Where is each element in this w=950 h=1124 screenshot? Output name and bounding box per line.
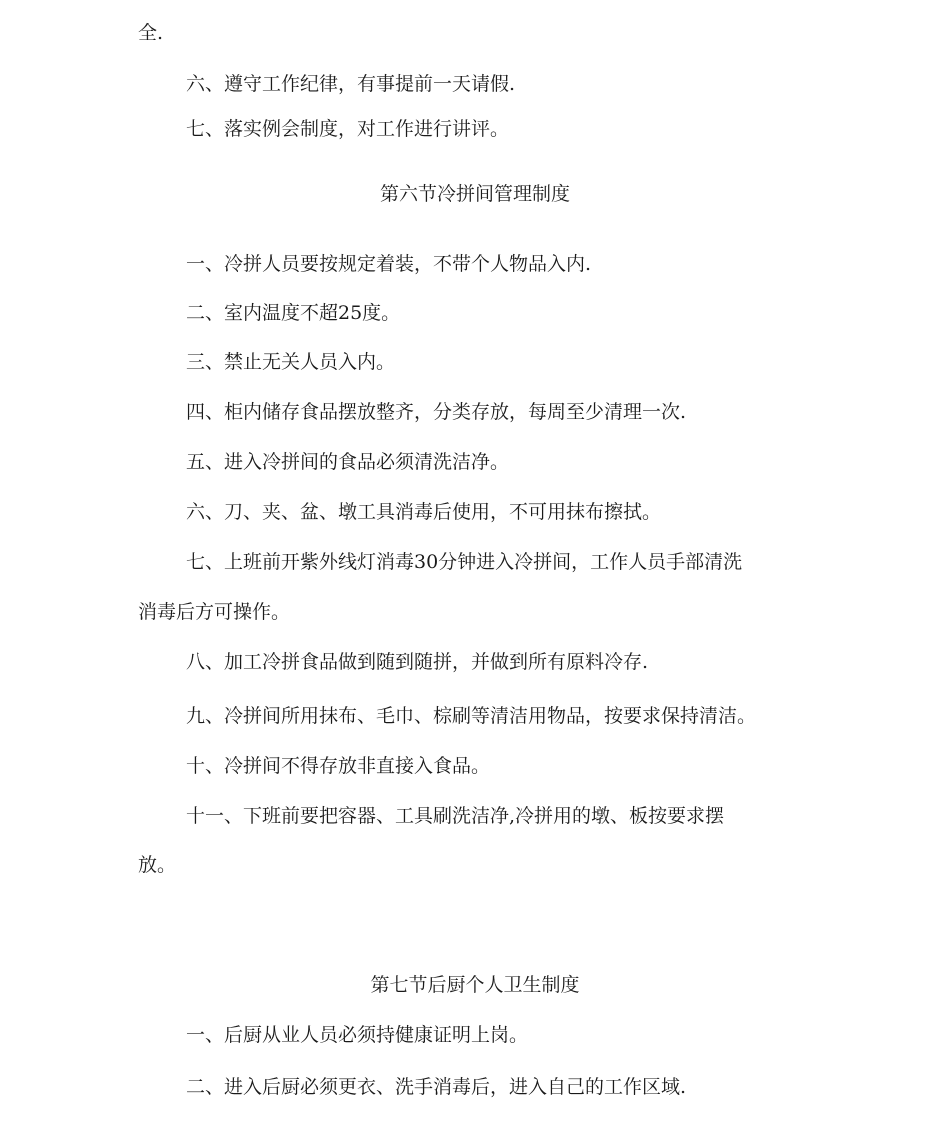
rule-item-continuation: 放。 [138,854,177,876]
rule-item: 五、进入冷拼间的食品必须清洗洁净。 [186,451,510,473]
rule-item: 八、加工冷拼食品做到随到随拼，并做到所有原料冷存. [186,651,649,673]
rule-item: 六、遵守工作纪律，有事提前一天请假. [186,73,516,95]
section-heading: 第六节冷拼间管理制度 [379,183,570,205]
rule-item: 一、后厨从业人员必须持健康证明上岗。 [186,1024,529,1046]
rule-item: 四、柜内储存食品摆放整齐，分类存放，每周至少清理一次. [186,401,687,423]
rule-item: 一、冷拼人员要按规定着装，不带个人物品入内. [186,253,592,275]
rule-item: 三、禁止无关人员入内。 [186,351,396,373]
rule-item: 十一、下班前要把容器、工具刷洗洁净,冷拼用的墩、板按要求摆 [186,805,725,827]
rule-item: 二、进入后厨必须更衣、洗手消毒后，进入自己的工作区域. [186,1076,687,1098]
rule-item: 六、刀、夹、盆、墩工具消毒后使用，不可用抹布擦拭。 [186,501,662,523]
rule-item: 七、落实例会制度，对工作进行讲评。 [186,118,510,140]
rule-item: 十、冷拼间不得存放非直接入食品。 [186,755,491,777]
section-heading: 第七节后厨个人卫生制度 [370,974,580,996]
rule-item: 二、室内温度不超25度。 [186,302,401,324]
rule-item: 七、上班前开紫外线灯消毒30分钟进入冷拼间，工作人员手部清洗 [186,551,743,573]
rule-item: 九、冷拼间所用抹布、毛巾、棕刷等清洁用物品，按要求保持清洁。 [186,705,757,727]
rule-item-continuation: 消毒后方可操作。 [138,601,291,623]
continuation-text: 全. [138,22,164,44]
